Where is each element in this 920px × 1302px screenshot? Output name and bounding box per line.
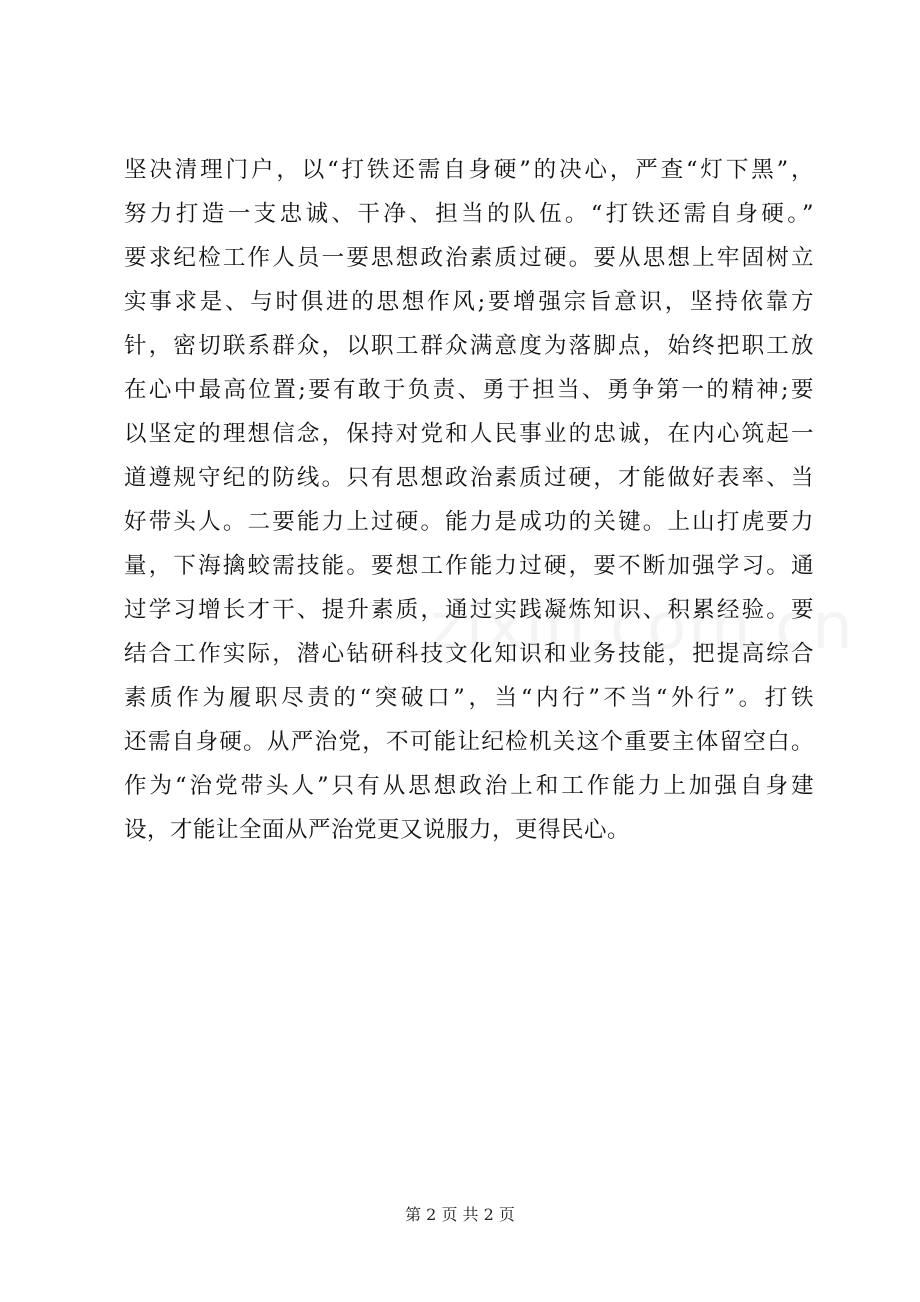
text-line: 道遵规守纪的防线。只有思想政治素质过硬，才能做好表率、当	[124, 465, 814, 491]
text-line: 坚决清理门户，以“打铁还需自身硬”的决心，严查“灯下黑”，	[124, 157, 814, 183]
text-line: 结合工作实际，潜心钻研科技文化知识和业务技能，把提高综合	[124, 641, 814, 667]
text-line: 过学习增长才干、提升素质，通过实践凝炼知识、积累经验。要	[124, 597, 814, 623]
body-paragraph	[124, 148, 814, 852]
text-line: 作为“治党带头人”只有从思想政治上和工作能力上加强自身建	[124, 773, 814, 799]
text-line: 要求纪检工作人员一要思想政治素质过硬。要从思想上牢固树立	[124, 245, 814, 271]
page-number-footer: 第 2 页 共 2 页	[405, 1205, 515, 1224]
text-line: 还需自身硬。从严治党，不可能让纪检机关这个重要主体留空白。	[124, 729, 814, 755]
text-line: 素质作为履职尽责的“突破口”，当“内行”不当“外行”。打铁	[124, 685, 814, 711]
text-line: 以坚定的理想信念，保持对党和人民事业的忠诚，在内心筑起一	[124, 421, 814, 447]
text-line: 针，密切联系群众，以职工群众满意度为落脚点，始终把职工放	[124, 333, 814, 359]
text-line: 努力打造一支忠诚、干净、担当的队伍。“打铁还需自身硬。”	[124, 201, 814, 227]
text-line: 设，才能让全面从严治党更又说服力，更得民心。	[124, 817, 631, 843]
text-line: 实事求是、与时俱进的思想作风;要增强宗旨意识，坚持依靠方	[124, 289, 814, 315]
text-line: 好带头人。二要能力上过硬。能力是成功的关键。上山打虎要力	[124, 509, 814, 535]
text-line: 在心中最高位置;要有敢于负责、勇于担当、勇争第一的精神;要	[124, 377, 814, 403]
text-line: 量，下海擒蛟需技能。要想工作能力过硬，要不断加强学习。通	[124, 553, 814, 579]
